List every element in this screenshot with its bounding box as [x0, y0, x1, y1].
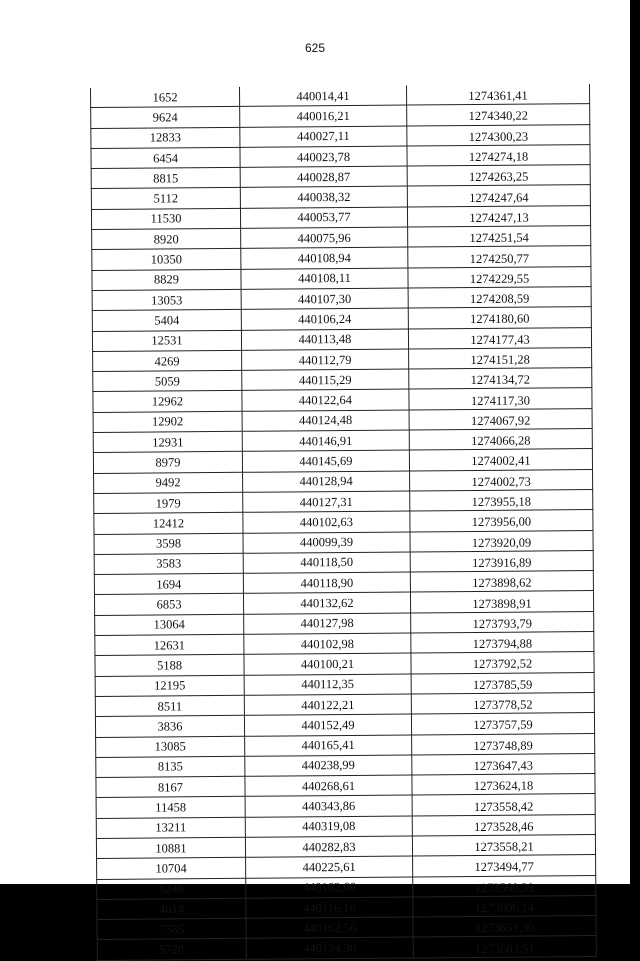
x-coordinate-cell: 440165,41	[245, 734, 412, 756]
x-coordinate-cell: 440016,21	[240, 105, 407, 127]
x-coordinate-cell: 440127,31	[243, 491, 410, 513]
y-coordinate-cell: 1273528,46	[412, 814, 595, 836]
point-id-cell: 13211	[96, 817, 245, 838]
point-id-cell: 12833	[91, 127, 240, 148]
y-coordinate-cell: 1274134,72	[409, 368, 592, 390]
y-coordinate-cell: 1273624,18	[412, 774, 595, 796]
x-coordinate-cell: 440124,48	[242, 410, 409, 432]
y-coordinate-cell: 1273955,18	[410, 490, 593, 512]
point-id-cell: 5188	[95, 655, 244, 676]
point-id-cell: 8920	[92, 228, 241, 249]
point-id-cell: 11458	[96, 797, 245, 818]
y-coordinate-cell: 1274274,18	[407, 144, 590, 166]
y-coordinate-cell: 1274151,28	[409, 347, 592, 369]
x-coordinate-cell: 440238,99	[245, 755, 412, 777]
point-id-cell: 9492	[94, 472, 243, 493]
x-coordinate-cell: 440116,16	[246, 897, 413, 919]
y-coordinate-cell: 1274177,43	[408, 327, 591, 349]
point-id-cell: 12531	[92, 330, 241, 351]
point-id-cell: 3583	[94, 553, 243, 574]
x-coordinate-cell: 440100,21	[244, 653, 411, 675]
point-id-cell: 8135	[96, 756, 245, 777]
x-coordinate-cell: 440225,61	[246, 856, 413, 878]
point-id-cell: 12931	[93, 431, 242, 452]
x-coordinate-cell: 440107,30	[241, 288, 408, 310]
point-id-cell: 8248	[97, 878, 246, 899]
x-coordinate-cell: 440118,90	[243, 572, 410, 594]
x-coordinate-cell: 440127,98	[244, 613, 411, 635]
x-coordinate-cell: 440319,08	[245, 816, 412, 838]
point-id-cell: 10881	[96, 837, 245, 858]
y-coordinate-cell: 1274263,25	[407, 165, 590, 187]
y-coordinate-cell: 1273793,79	[411, 611, 594, 633]
point-id-cell: 7585	[97, 918, 246, 939]
x-coordinate-cell: 440162,66	[246, 877, 413, 899]
point-id-cell: 10704	[97, 858, 246, 879]
point-id-cell: 4269	[93, 350, 242, 371]
x-coordinate-cell: 440053,77	[240, 207, 407, 229]
point-id-cell: 9624	[91, 107, 240, 128]
y-coordinate-cell: 1274117,30	[409, 388, 592, 410]
y-coordinate-cell: 1274208,59	[408, 287, 591, 309]
x-coordinate-cell: 440282,83	[245, 836, 412, 858]
page-number: 625	[304, 41, 326, 55]
y-coordinate-cell: 1273792,52	[411, 652, 594, 674]
x-coordinate-cell: 440014,41	[239, 86, 406, 107]
y-coordinate-cell: 1274300,23	[407, 124, 590, 146]
y-coordinate-cell: 1273920,09	[410, 530, 593, 552]
point-id-cell: 13064	[95, 614, 244, 635]
x-coordinate-cell: 440343,86	[245, 795, 412, 817]
x-coordinate-cell: 440134,36	[246, 937, 413, 959]
table-body	[90, 84, 596, 960]
point-id-cell: 3836	[95, 716, 244, 737]
y-coordinate-cell: 1274002,41	[409, 449, 592, 471]
y-coordinate-cell: 1273757,59	[411, 713, 594, 735]
point-id-cell: 13085	[96, 736, 245, 757]
x-coordinate-cell: 440102,63	[243, 511, 410, 533]
y-coordinate-cell: 1273956,00	[410, 510, 593, 532]
point-id-cell: 11530	[91, 208, 240, 229]
point-id-cell: 8511	[95, 695, 244, 716]
x-coordinate-cell: 440115,29	[242, 369, 409, 391]
y-coordinate-cell: 1273558,21	[412, 835, 595, 857]
point-id-cell: 12195	[95, 675, 244, 696]
x-coordinate-cell: 440023,78	[240, 146, 407, 168]
y-coordinate-cell: 1273748,89	[412, 733, 595, 755]
y-coordinate-cell: 1273494,77	[413, 855, 596, 877]
x-coordinate-cell: 440075,96	[241, 227, 408, 249]
point-id-cell: 6853	[94, 594, 243, 615]
x-coordinate-cell: 440108,11	[241, 268, 408, 290]
point-id-cell: 12412	[94, 513, 243, 534]
y-coordinate-cell: 1273785,59	[411, 672, 594, 694]
y-coordinate-cell: 1273606,14	[413, 895, 596, 917]
point-id-cell: 13053	[92, 289, 241, 310]
y-coordinate-cell: 1273647,43	[412, 753, 595, 775]
point-id-cell: 10350	[92, 249, 241, 270]
point-id-cell: 3598	[94, 533, 243, 554]
y-coordinate-cell: 1274247,64	[407, 185, 590, 207]
y-coordinate-cell: 1273898,62	[410, 571, 593, 593]
y-coordinate-cell: 1274067,92	[409, 408, 592, 430]
y-coordinate-cell: 1273683,51	[413, 936, 596, 958]
point-id-cell: 8829	[92, 269, 241, 290]
x-coordinate-cell: 440122,21	[244, 694, 411, 716]
x-coordinate-cell: 440162,56	[246, 917, 413, 939]
x-coordinate-cell: 440146,91	[242, 430, 409, 452]
x-coordinate-cell: 440145,69	[242, 450, 409, 472]
table-row	[97, 936, 596, 960]
x-coordinate-cell: 440112,79	[242, 349, 409, 371]
y-coordinate-cell: 1274002,73	[410, 469, 593, 491]
coordinates-table	[90, 84, 597, 961]
y-coordinate-cell: 1273651,30	[413, 916, 596, 938]
point-id-cell: 12902	[93, 411, 242, 432]
point-id-cell: 5112	[91, 188, 240, 209]
point-id-cell: 5404	[92, 310, 241, 331]
point-id-cell: 1652	[90, 87, 239, 108]
x-coordinate-cell: 440152,49	[244, 714, 411, 736]
point-id-cell: 8815	[91, 168, 240, 189]
y-coordinate-cell: 1273898,91	[410, 591, 593, 613]
x-coordinate-cell: 440102,98	[244, 633, 411, 655]
point-id-cell: 8979	[93, 452, 242, 473]
y-coordinate-cell: 1274251,54	[408, 226, 591, 248]
y-coordinate-cell: 1274340,22	[407, 104, 590, 126]
x-coordinate-cell: 440028,87	[240, 166, 407, 188]
y-coordinate-cell: 1273560,39	[413, 875, 596, 897]
point-id-cell: 12962	[93, 391, 242, 412]
x-coordinate-cell: 440099,39	[243, 532, 410, 554]
y-coordinate-cell: 1273794,88	[411, 632, 594, 654]
y-coordinate-cell: 1274247,13	[407, 205, 590, 227]
point-id-cell: 1694	[94, 573, 243, 594]
x-coordinate-cell: 440112,35	[244, 674, 411, 696]
point-id-cell: 12631	[95, 634, 244, 655]
y-coordinate-cell: 1274361,41	[406, 84, 589, 105]
x-coordinate-cell: 440106,24	[241, 308, 408, 330]
y-coordinate-cell: 1273916,89	[410, 550, 593, 572]
x-coordinate-cell: 440108,94	[241, 247, 408, 269]
x-coordinate-cell: 440038,32	[240, 186, 407, 208]
point-id-cell: 5059	[93, 370, 242, 391]
point-id-cell: 4614	[97, 898, 246, 919]
y-coordinate-cell: 1274250,77	[408, 246, 591, 268]
y-coordinate-cell: 1274229,55	[408, 266, 591, 288]
x-coordinate-cell: 440128,94	[243, 471, 410, 493]
point-id-cell: 6454	[91, 147, 240, 168]
point-id-cell: 5728	[97, 939, 246, 960]
point-id-cell: 8167	[96, 776, 245, 797]
point-id-cell: 1979	[94, 492, 243, 513]
y-coordinate-cell: 1274066,28	[409, 429, 592, 451]
x-coordinate-cell: 440113,48	[241, 329, 408, 351]
x-coordinate-cell: 440122,64	[242, 389, 409, 411]
y-coordinate-cell: 1273558,42	[412, 794, 595, 816]
x-coordinate-cell: 440132,62	[243, 592, 410, 614]
y-coordinate-cell: 1274180,60	[408, 307, 591, 329]
y-coordinate-cell: 1273778,52	[411, 692, 594, 714]
x-coordinate-cell: 440027,11	[240, 126, 407, 148]
x-coordinate-cell: 440118,50	[243, 552, 410, 574]
x-coordinate-cell: 440268,61	[245, 775, 412, 797]
